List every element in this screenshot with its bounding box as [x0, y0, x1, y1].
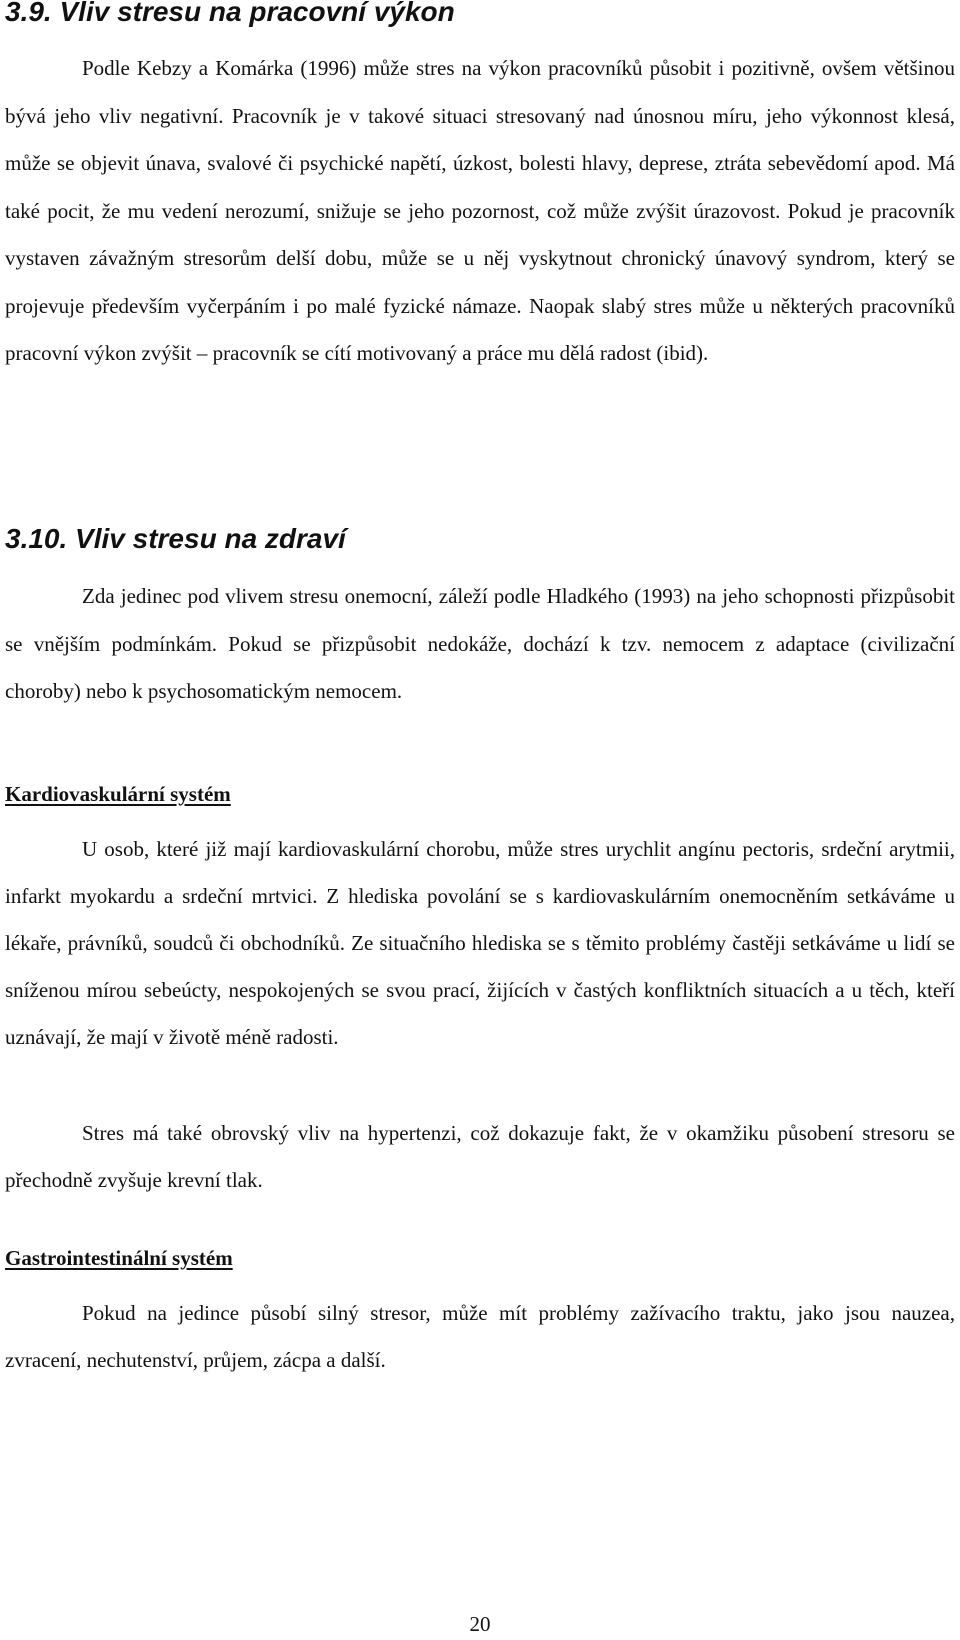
paragraph-work-performance: Podle Kebzy a Komárka (1996) může stres na výkon pracovníků působit i pozitivně, ovšem většinou bývá jeho vliv negativní. Pracovník je v takové situaci stresovaný nad únosnou míru, jeho výkonnost klesá, může se objevit únava, svalové či psychické napětí, úzkost, bolesti hlavy, deprese, ztráta sebevědomí apod. Má také pocit, že mu vedení nerozumí, snižuje se jeho pozornost, což může zvýšit úrazovost. Pokud je pracovník vystaven závažným stresorům delší dobu, může se u něj vyskytnout chronický únavový syndrom, který se projevuje především vyčerpáním i po malé fyzické námaze. Naopak slabý stres může u některých pracovníků pracovní výkon zvýšit – pracovník se cítí motivovaný a práce mu dělá radost (ibid).	[5, 56, 955, 365]
page-number: 20	[469, 1612, 491, 1636]
subheading-cardiovascular: Kardiovaskulární systém	[5, 782, 231, 806]
paragraph-cardiovascular-1: U osob, které již mají kardiovaskulární chorobu, může stres urychlit angínu pectoris, srdeční arytmii, infarkt myokardu a srdeční mrtvici. Z hlediska povolání se s kardiovaskulárním onemocněním setkáváme u lékaře, právníků, soudců či obchodníků. Ze situačního hlediska se s těmito problémy častěji setkáváme u lidí se sníženou mírou sebeúcty, nespokojených se svou prací, žijících v častých konfliktních situacích a u těch, kteří uznávají, že mají v životě méně radosti.	[5, 837, 955, 1049]
section-heading-3-10: 3.10. Vliv stresu na zdraví	[5, 523, 346, 554]
section-heading-3-9: 3.9. Vliv stresu na pracovní výkon	[5, 0, 455, 27]
paragraph-cardiovascular-2: Stres má také obrovský vliv na hypertenzi, což dokazuje fakt, že v okamžiku působení stresoru se přechodně zvyšuje krevní tlak.	[5, 1121, 955, 1192]
subheading-gastrointestinal: Gastrointestinální systém	[5, 1246, 233, 1270]
paragraph-health: Zda jedinec pod vlivem stresu onemocní, záleží podle Hladkého (1993) na jeho schopnosti přizpůsobit se vnějším podmínkám. Pokud se přizpůsobit nedokáže, dochází k tzv. nemocem z adaptace (civilizační choroby) nebo k psychosomatickým nemocem.	[5, 584, 955, 703]
paragraph-gastrointestinal: Pokud na jedince působí silný stresor, může mít problémy zažívacího traktu, jako jsou nauzea, zvracení, nechutenství, průjem, zácpa a další.	[5, 1301, 955, 1372]
